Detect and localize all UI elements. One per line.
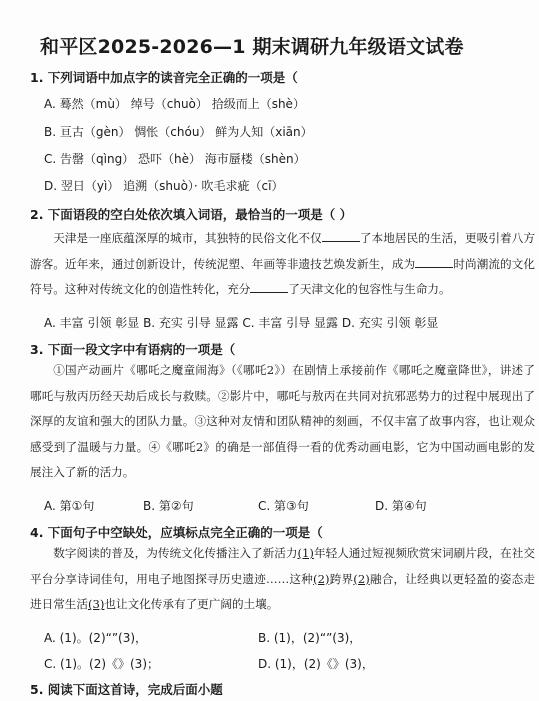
answer-blank bbox=[250, 280, 288, 293]
question-1-option-d: D. 翌日（yì） 追溯（shuò）· 吹毛求疵（cī） bbox=[44, 179, 284, 193]
passage-text: 数字阅读的普及，为传统文化传播注入了新活力 bbox=[53, 546, 298, 560]
question-3-option-b: B. 第②句 bbox=[143, 499, 194, 513]
question-4-option-a: A. (1)。(2)“”(3)， bbox=[44, 631, 148, 645]
question-3-option-a: A. 第①句 bbox=[44, 499, 95, 513]
question-4-option-c: C. (1)。(2)《》(3)； bbox=[44, 657, 160, 671]
passage-text: 融合，让经典以更轻盈的姿态走进日常生活 bbox=[30, 571, 535, 612]
blank-marker: (1) bbox=[297, 546, 314, 560]
blank-marker: (2) bbox=[353, 571, 370, 586]
passage-text: 了天津文化的包容性与生命力。 bbox=[288, 282, 451, 297]
answer-blank bbox=[415, 255, 453, 268]
question-3-stem: 3. 下面一段文字中有语病的一项是（ bbox=[30, 342, 236, 357]
question-3-passage bbox=[30, 358, 535, 486]
passage-text: 跨界 bbox=[329, 571, 354, 586]
question-4-passage bbox=[30, 541, 535, 618]
question-5-stem: 5. 阅读下面这首诗，完成后面小题 bbox=[30, 682, 223, 697]
passage-text: ①国产动画片《哪吒之魔童闹海》（《哪吒2》）在剧情上承接前作《哪吒之魔童降世》，讲述了哪吒与敖丙历经天劫后成长与救赎。②影片中，哪吒与敖丙在共同对抗邪恶势力的过程中展现出了深厚的友谊和强大的团队力量。③这种对友情和团队精神的刻画，不仅丰富了故事内容，也让观众感受到了温暖与力量。④《哪吒2》的确是一部值得一看的优秀动画电影，它为中国动画电影的发展注入了新的活力。 bbox=[30, 363, 535, 480]
blank-marker: (3) bbox=[87, 597, 105, 612]
question-2-passage bbox=[30, 226, 535, 303]
passage-text: 年轻人通过短视频欣赏宋词刷片段，在社交平台分享诗词佳句，用电子地图探寻历史遗迹……这种 bbox=[30, 546, 535, 586]
blank-marker: (2) bbox=[313, 571, 330, 586]
passage-text: 也让文化传承有了更广阔的土壤。 bbox=[104, 597, 279, 612]
question-3-option-c: C. 第③句 bbox=[258, 499, 309, 513]
answer-blank bbox=[322, 229, 360, 242]
exam-title: 和平区2025-2026—1 期末调研九年级语文试卷 bbox=[40, 36, 464, 58]
passage-text: 天津是一座底蕴深厚的城市，其独特的民俗文化不仅 bbox=[53, 231, 322, 245]
question-1-option-b: B. 亘古（gèn） 惆怅（chóu） 鲜为人知（xiān） bbox=[44, 125, 313, 139]
question-3-option-d: D. 第④句 bbox=[375, 499, 427, 513]
question-4-option-d: D. (1)，(2)《》(3)， bbox=[258, 657, 374, 671]
passage-text: 了本地居民的生活，更吸引着八方游客。近年来，通过创新设计，传统泥塑、年画等非遗技艺焕发新生，成为 bbox=[30, 231, 535, 271]
question-1-stem: 1. 下列词语中加点字的读音完全正确的一项是（ bbox=[30, 70, 298, 85]
question-2-stem: 2. 下面语段的空白处依次填入词语，最恰当的一项是（ ） bbox=[30, 207, 353, 222]
passage-text: 时尚潮流的文化符号。这种对传统文化的创造性转化，充分 bbox=[30, 256, 535, 297]
question-4-stem: 4. 下面句子中空缺处，应填标点完全正确的一项是（ bbox=[30, 525, 323, 540]
question-1-option-a: A. 蓦然（mù） 绰号（chuò） 拾级而上（shè） bbox=[44, 97, 305, 111]
question-1-option-c: C. 告罄（qìng） 恐吓（hè） 海市蜃楼（shèn） bbox=[44, 152, 306, 166]
question-2-options: A. 丰富 引领 彰显 B. 充实 引导 显露 C. 丰富 引导 显露 D. 充实 引领 彰显 bbox=[44, 316, 439, 330]
question-4-option-b: B. (1)，(2)“”(3)， bbox=[258, 631, 362, 645]
